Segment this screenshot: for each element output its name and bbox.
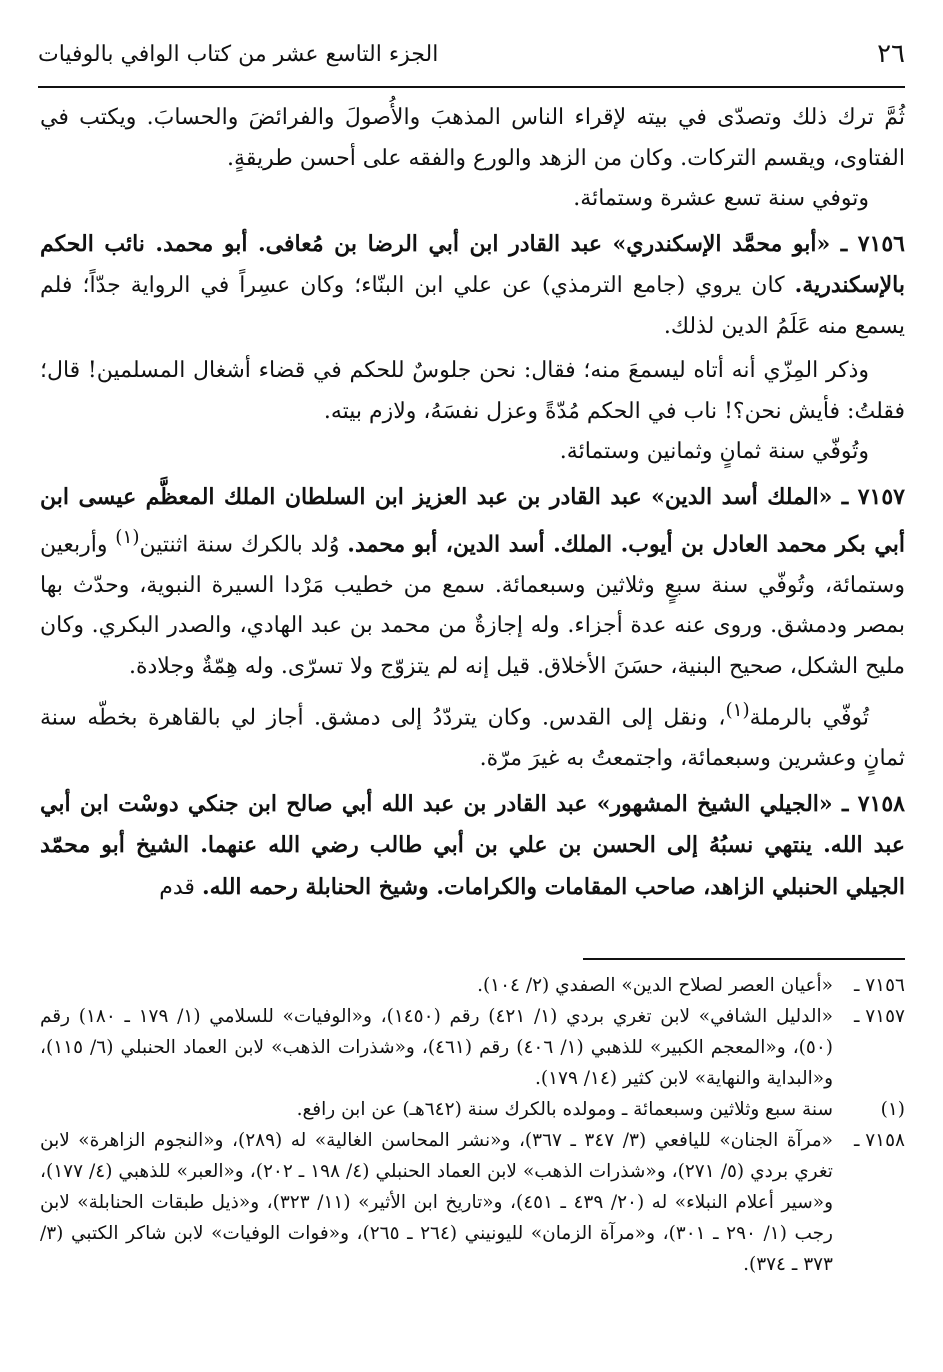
entry-text: وُلد بالكرك سنة اثنتين (139, 532, 348, 558)
footnote-label: ٧١٥٧ ـ (853, 1006, 905, 1027)
footnote-text: سنة سبع وثلاثين وسبعمائة ـ ومولده بالكرك سنة (٦٤٢هـ) عن ابن رافع. (296, 1099, 833, 1120)
entry-7156 (40, 224, 905, 348)
footnote-label: ٧١٥٦ ـ (853, 975, 905, 996)
header-rule (38, 86, 905, 88)
entry-text: كان يروي (جامع الترمذي) عن علي ابن البنّاء؛ وكان عسِراً في الرواية جدّاً؛ فلم يسمع منه عَلَمُ الدين لذلك. (40, 273, 905, 339)
footnote-label: (١) (880, 1099, 905, 1120)
footnote-marker: (١) (725, 700, 750, 722)
footnote-text: «مرآة الجنان» لليافعي (٣/ ٣٤٧ ـ ٣٦٧)، و«نشر المحاسن الغالية» له (٢٨٩)، و«النجوم الزاهرة» لابن تغري بردي (٥/ ٢٧١)، و«شذرات الذهب» لابن العماد الحنبلي (٤/ ١٩٨ ـ ٢٠٢)، و«العبر» للذهبي (٤/ ١٧٧)، و«سير أعلام النبلاء» له (٢٠/ ٤٣٩ ـ ٤٥١)، و«تاريخ ابن الأثير» (١١/ ٣٢٣)، و«ذيل طبقات الحنابلة» لابن رجب (١/ ٢٩٠ ـ ٣٠١)، و«مرآة الزمان» لليونيني (٢٦٤ ـ ٢٦٥)، و«فوات الوفيات» لابن شاكر الكتبي (٣/ ٣٧٣ ـ ٣٧٤). (40, 1130, 834, 1275)
footnote-marker: (١) (115, 527, 140, 548)
entry-7158 (40, 784, 905, 909)
footnote (40, 1094, 905, 1125)
paragraph-text: ، ونقل إلى القدس. وكان يتردّدُ إلى دمشق. أجاز لي بالقاهرة بخطّه سنة ثمانٍ وعشرين وسبعمائة، واجتمعتُ به غيرَ مرّة. (40, 705, 905, 772)
main-text (40, 98, 905, 908)
entry-7157 (40, 477, 905, 688)
page-number: ٢٦ (877, 39, 905, 69)
paragraph-text: تُوفّي بالرملة (749, 705, 869, 731)
footnote-rule (583, 958, 905, 960)
footnote (40, 1001, 905, 1094)
footnote-label: ٧١٥٨ ـ (853, 1130, 905, 1151)
footnotes (40, 970, 905, 1280)
footnote (40, 1125, 905, 1280)
entry-heading: ٧١٥٦ ـ «أبو محمَّد الإسكندري» عبد القادر ابن أبي الرضا بن مُعافى. أبو محمد. نائب الحكم بالإسكندرية. (40, 230, 905, 298)
paragraph (40, 691, 905, 779)
paragraph: وتوفي سنة تسع عشرة وستمائة. (573, 186, 869, 211)
entry-heading: ٧١٥٨ ـ «الجيلي الشيخ المشهور» عبد القادر بن عبد الله أبي صالح ابن جنكي دوسْت ابن أبي عبد الله. ينتهي نسبُهُ إلى الحسن بن علي بن أبي طالب رضي الله عنهما. الشيخ أبو محمّد الجيلي الحنبلي الزاهد، صاحب المقامات والكرامات. وشيخ الحنابلة رحمه الله. (40, 790, 905, 900)
entry-heading: ٧١٥٧ ـ «الملك أسد الدين» عبد القادر بن عبد العزيز ابن السلطان الملك المعظَّم عيسى ابن أبي بكر محمد العادل بن أيوب. الملك. أسد الدين، أبو محمد. (40, 483, 905, 558)
paragraph: وتُوفّي سنة ثمانٍ وثمانين وستمائة. (559, 439, 869, 464)
running-title: الجزء التاسع عشر من كتاب الوافي بالوفيات (38, 41, 439, 67)
page-header (38, 34, 905, 74)
footnote-text: «الدليل الشافي» لابن تغري بردي (١/ ٤٢١) رقم (١٤٥٠)، و«الوفيات» للسلامي (١/ ١٧٩ ـ ١٨٠) رقم (٥٠)، و«المعجم الكبير» للذهبي (١/ ٤٠٦) رقم (٤٦١)، و«شذرات الذهب» لابن العماد الحنبلي (٦/ ١١٥)، و«البداية والنهاية» لابن كثير (١٤/ ١٧٩). (40, 1006, 833, 1089)
paragraph: ثُمَّ ترك ذلك وتصدّى في بيته لإقراء الناس المذهبَ والأُصولَ والفرائضَ والحسابَ. ويكتب في الفتاوى، ويقسم التركات. وكان من الزهد والورع والفقه على أحسن طريقةٍ. (40, 105, 905, 171)
entry-text: قدم (159, 874, 202, 900)
entry-text: وأربعين وستمائة، وتُوفّي سنة سبعٍ وثلاثين وسبعمائة. سمع من خطيب مَرْدا السيرة النبوية، وحدّث بها بمصر ودمشق. وروى عنه عدة أجزاء. وله إجازةٌ من محمد بن عبد الهادي، والصدر البكري. وكان مليح الشكل، صحيح البنية، حسَنَ الأخلاق. قيل إنه لم يتزوّج ولا تسرّى. وله هِمّةٌ وجلادة. (40, 532, 905, 679)
footnote (40, 970, 905, 1001)
paragraph: وذكر المِزّي أنه أتاه ليسمعَ منه؛ فقال: نحن جلوسٌ للحكم في قضاء أشغال المسلمين! قال؛ فقلتُ: فأيش نحن؟! ناب في الحكم مُدّةً وعزل نفسَهُ، ولازم بيته. (40, 358, 905, 424)
footnote-text: «أعيان العصر لصلاح الدين» الصفدي (٢/ ١٠٤). (477, 975, 833, 996)
